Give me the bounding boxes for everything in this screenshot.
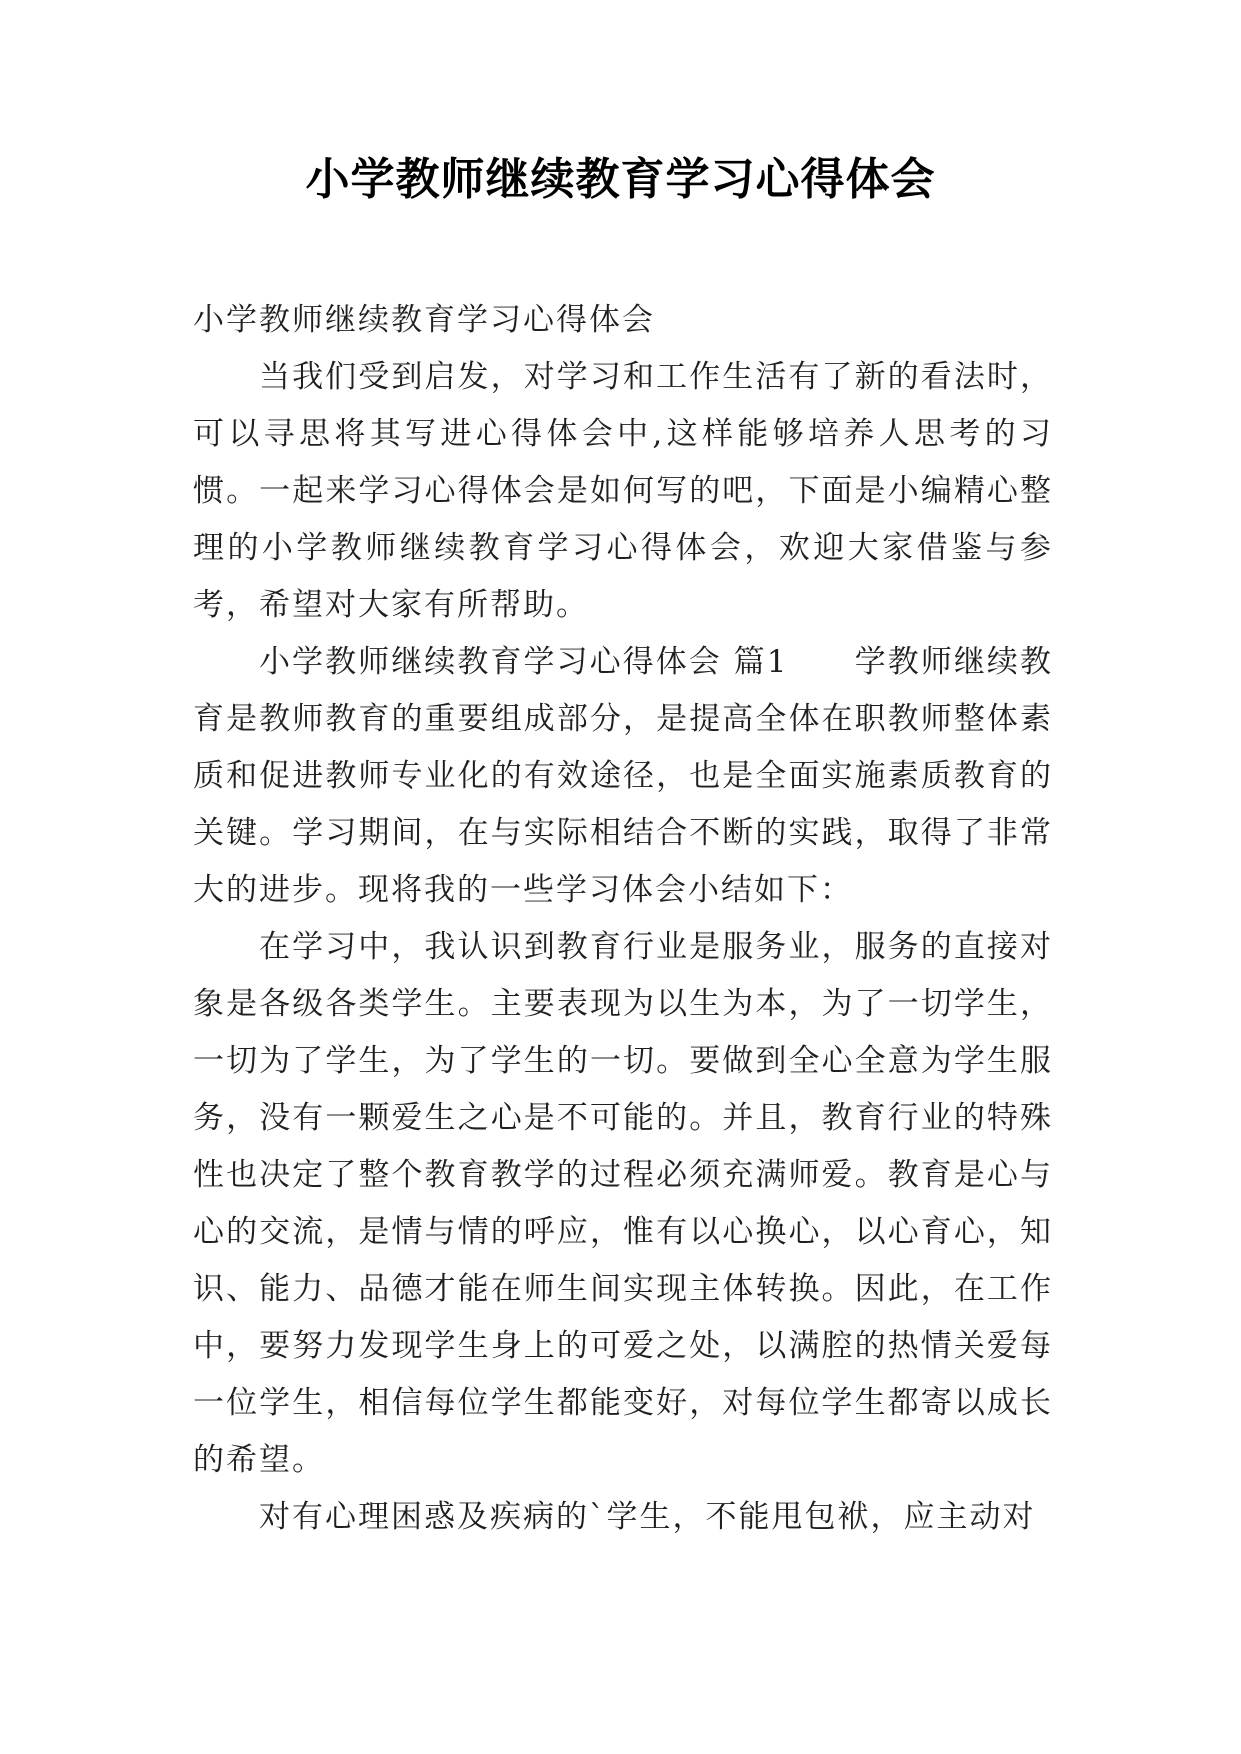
paragraph-section-1: 小学教师继续教育学习心得体会 篇1 学教师继续教育是教师教育的重要组成部分，是提高全体在职教师整体素质和促进教师专业化的有效途径，也是全面实施素质教育的关键。学习期间，在与实际相结合不断的实践，取得了非常大的进步。现将我的一些学习体会小结如下： xyxy=(193,644,1053,908)
document-body xyxy=(193,292,1053,1546)
paragraph-intro: 当我们受到启发，对学习和工作生活有了新的看法时，可以寻思将其写进心得体会中,这样能够培养人思考的习惯。一起来学习心得体会是如何写的吧，下面是小编精心整理的小学教师继续教育学习心得体会，欢迎大家借鉴与参考，希望对大家有所帮助。 xyxy=(193,359,1053,623)
paragraph-service: 在学习中，我认识到教育行业是服务业，服务的直接对象是各级各类学生。主要表现为以生为本，为了一切学生，一切为了学生，为了学生的一切。要做到全心全意为学生服务，没有一颗爱生之心是不可能的。并且，教育行业的特殊性也决定了整个教育教学的过程必须充满师爱。教育是心与心的交流，是情与情的呼应，惟有以心换心，以心育心，知识、能力、品德才能在师生间实现主体转换。因此，在工作中，要努力发现学生身上的可爱之处，以满腔的热情关爱每一位学生，相信每位学生都能变好，对每位学生都寄以成长的希望。 xyxy=(193,929,1053,1478)
paragraph-subtitle: 小学教师继续教育学习心得体会 xyxy=(193,302,655,338)
document-title: 小学教师继续教育学习心得体会 xyxy=(305,154,936,205)
paragraph-psychology: 对有心理困惑及疾病的`学生，不能甩包袱，应主动对 xyxy=(259,1499,1036,1535)
